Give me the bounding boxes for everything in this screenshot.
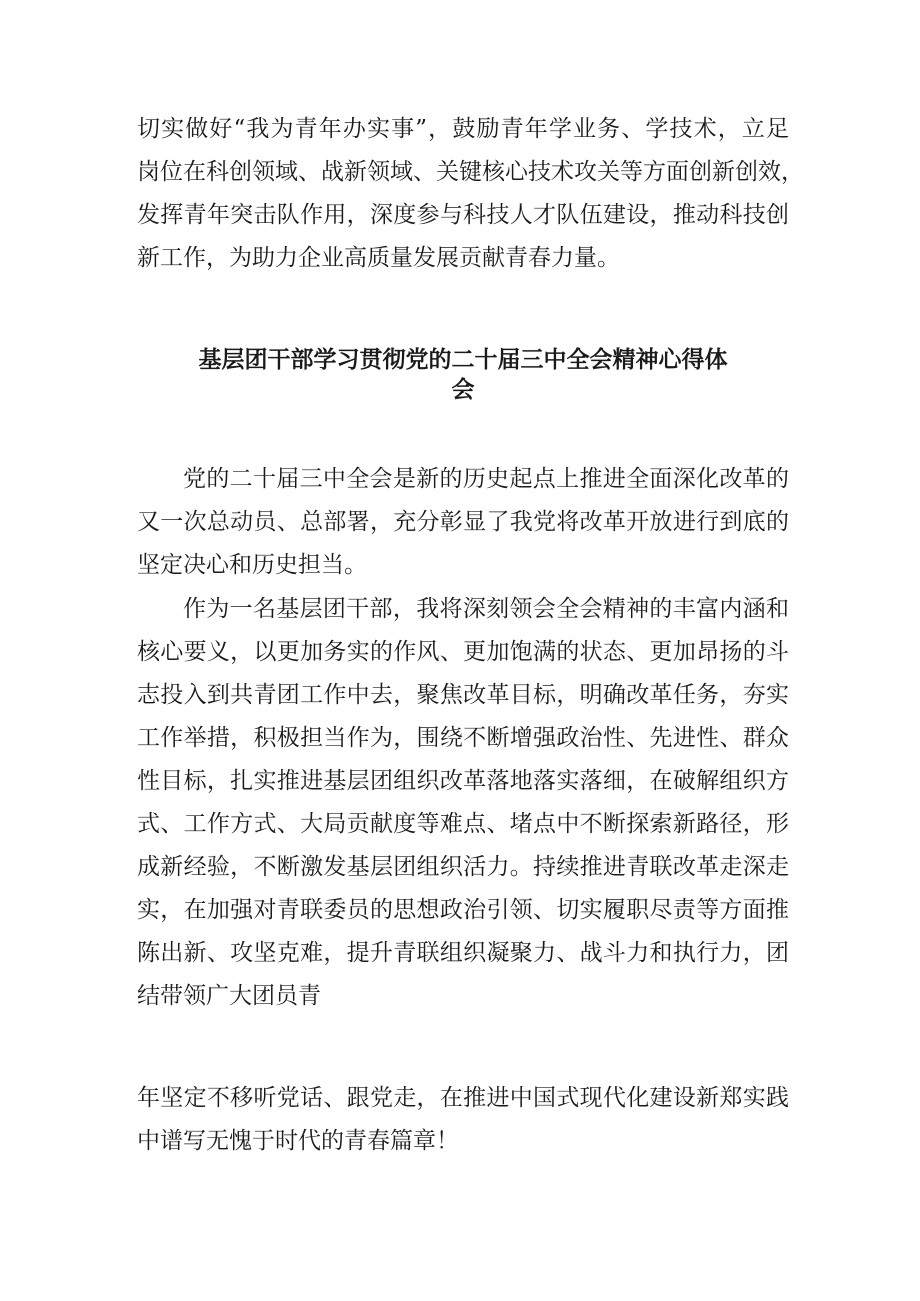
text-line: 工作举措，积极担当作为，围绕不断增强政治性、先进性、群众 [137,725,789,751]
title-line: 基层团干部学习贯彻党的二十届三中全会精神心得体 [198,346,728,373]
text-line: 新工作，为助力企业高质量发展贡献青春力量。 [137,245,620,271]
text-line: 性目标，扎实推进基层团组织改革落地落实落细，在破解组织方 [137,768,789,794]
text-line: 坚定决心和历史担当。 [137,552,367,578]
section-title [137,345,789,405]
text-line: 切实做好“我为青年办实事”，鼓励青年学业务、学技术，立足 [137,116,789,142]
text-line: 志投入到共青团工作中去，聚焦改革目标，明确改革任务，夯实 [137,682,789,708]
text-line: 党的二十届三中全会是新的历史起点上推进全面深化改革的 [183,466,789,492]
title-line: 会 [451,376,475,403]
text-line: 又一次总动员、总部署，充分彰显了我党将改革开放进行到底的 [137,509,789,535]
text-line: 式、工作方式、大局贡献度等难点、堵点中不断探索新路径，形 [137,811,789,837]
text-line: 结带领广大团员青 [137,983,321,1009]
text-line: 中谱写无愧于时代的青春篇章！ [137,1128,459,1154]
text-line: 陈出新、攻坚克难，提升青联组织凝聚力、战斗力和执行力，团 [137,940,789,966]
text-line: 发挥青年突击队作用，深度参与科技人才队伍建设，推动科技创 [137,202,789,228]
text-line: 实，在加强对青联委员的思想政治引领、切实履职尽责等方面推 [137,897,789,923]
paragraph-continued [137,108,804,280]
text-line: 岗位在科创领域、战新领域、关键核心技术攻关等方面创新创效， [137,159,804,185]
text-line: 核心要义，以更加务实的作风、更加饱满的状态、更加昂扬的斗 [137,639,789,665]
paragraph-3 [137,1077,789,1163]
paragraph-1 [137,458,789,587]
text-line: 年坚定不移听党话、跟党走，在推进中国式现代化建设新郑实践 [137,1085,789,1111]
text-line: 成新经验，不断激发基层团组织活力。持续推进青联改革走深走 [137,854,789,880]
paragraph-2 [137,588,789,1018]
text-line: 作为一名基层团干部，我将深刻领会全会精神的丰富内涵和 [183,596,789,622]
